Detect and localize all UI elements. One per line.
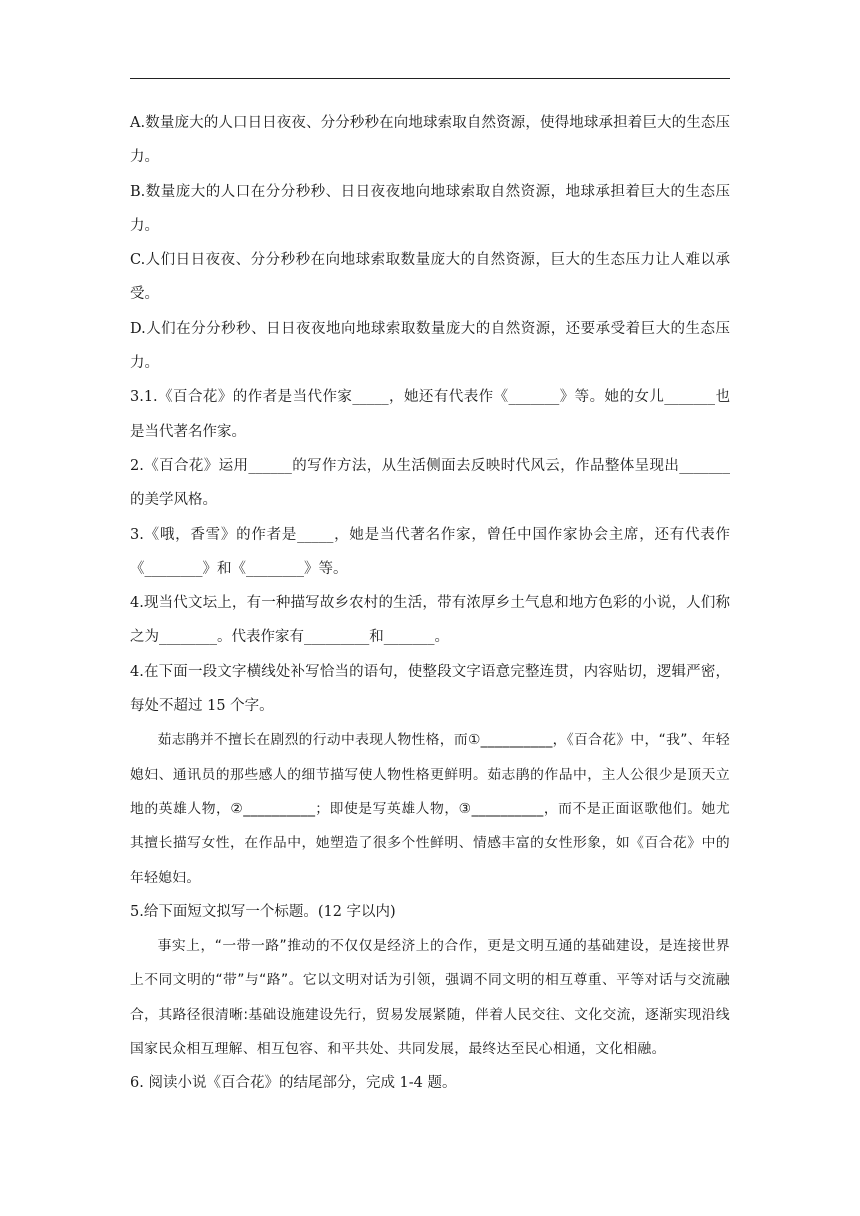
fill-blank-item-4: 4.现当代文坛上，有一种描写故乡农村的生活，带有浓厚乡土气息和地方色彩的小说，人们称之为________。代表作家有_________和_______。 [130, 595, 730, 646]
fill-blank-item-3: 3.《哦，香雪》的作者是_____，她是当代著名作家，曾任中国作家协会主席，还有代表作《________》和《________》等。 [130, 526, 730, 577]
fill-blank-item-2: 2.《百合花》运用______的写作方法，从生活侧面去反映时代风云，作品整体呈现出_______的美学风格。 [130, 457, 730, 509]
question-4-passage: 茹志鹃并不擅长在剧烈的行动中表现人物性格，而①__________，《百合花》中，“我”、年轻媳妇、通讯员的那些感人的细节描写使人物性格更鲜明。茹志鹃的作品中，主人公很少是顶天立地的英雄人物，②__________；即使是写英雄人物，③__________，而不是正面讴歌他们。她尤其擅长描写女性，在作品中，她塑造了很多个性鲜明、情感丰富的女性形象，如《百合花》中的年轻媳妇。 [130, 732, 730, 886]
option-c: C.人们日日夜夜、分分秒秒在向地球索取数量庞大的自然资源，巨大的生态压力让人难以承受。 [130, 252, 730, 303]
option-a: A.数量庞大的人口日日夜夜、分分秒秒在向地球索取自然资源，使得地球承担着巨大的生态压力。 [130, 115, 730, 166]
document-body [130, 106, 730, 1101]
question-5-prompt: 5.给下面短文拟写一个标题。(12 字以内) [130, 903, 396, 920]
question-6-prompt: 6. 阅读小说《百合花》的结尾部分，完成 1-4 题。 [130, 1075, 457, 1092]
question-5-passage: 事实上，“一带一路”推动的不仅仅是经济上的合作，更是文明互通的基础建设，是连接世界上不同文明的“带”与“路”。它以文明对话为引领，强调不同文明的相互尊重、平等对话与交流融合，其路径很清晰:基础设施建设先行，贸易发展紧随，伴着人民交往、文化交流，逐渐实现沿线国家民众相互理解、相互包容、和平共处、共同发展，最终达至民心相通，文化相融。 [130, 938, 730, 1058]
option-d: D.人们在分分秒秒、日日夜夜地向地球索取数量庞大的自然资源，还要承受着巨大的生态压力。 [130, 320, 730, 372]
header-rule [130, 78, 730, 79]
fill-blank-item-1: 3.1.《百合花》的作者是当代作家_____，她还有代表作《_______》等。她的女儿_______也是当代著名作家。 [130, 389, 730, 440]
option-b: B.数量庞大的人口在分分秒秒、日日夜夜地向地球索取自然资源，地球承担着巨大的生态压力。 [130, 183, 730, 234]
question-4-prompt: 4.在下面一段文字横线处补写恰当的语句，使整段文字语意完整连贯，内容贴切，逻辑严密，每处不超过 15 个字。 [130, 663, 730, 715]
